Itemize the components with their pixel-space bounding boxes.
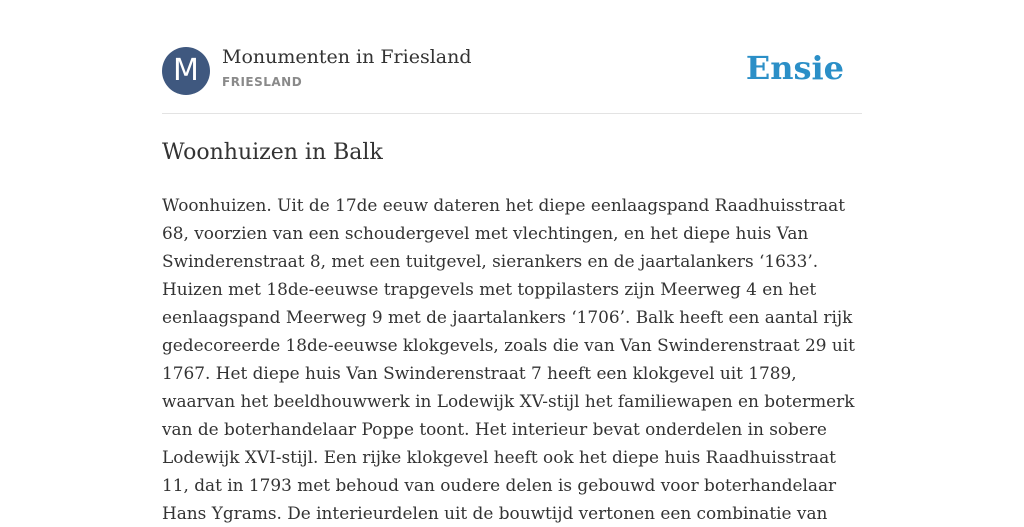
site-header — [162, 46, 862, 96]
page-title: Woonhuizen in Balk — [162, 140, 383, 165]
site-name-link[interactable]: Monumenten in Friesland — [222, 46, 472, 68]
avatar[interactable]: M — [162, 47, 210, 95]
header-divider — [162, 113, 862, 114]
brand-logo[interactable]: Ensie — [745, 49, 844, 87]
site-subtitle: FRIESLAND — [222, 75, 303, 89]
article-body: Woonhuizen. Uit de 17de eeuw dateren het diepe eenlaagspand Raadhuisstraat 68, voorzien van een schoudergevel met vlechtingen, en het diepe huis Van Swinderenstraat 8, met een tuitgevel, sierankers en de jaartalankers ‘1633’. Huizen met 18de-eeuwse trapgevels met toppilasters zijn Meerweg 4 en het eenlaagspand Meerweg 9 met de jaartalankers ‘1706’. Balk heeft een aantal rijk gedecoreerde 18de-eeuwse klokgevels, zoals die van Van Swinderenstraat 29 uit 1767. Het diepe huis Van Swinderenstraat 7 heeft een klokgevel uit 1789, waarvan het beeldhouwwerk in Lodewijk XV-stijl het familiewapen en botermerk van de boterhandelaar Poppe toont. Het interieur bevat onderdelen in sobere Lodewijk XVI-stijl. Een rijke klokgevel heeft ook het diepe huis Raadhuisstraat 11, dat in 1793 met behoud van oudere delen is gebouwd voor boterhandelaar Hans Ygrams. De interieurdelen uit de bouwtijd vertonen een combinatie van — [162, 195, 855, 523]
